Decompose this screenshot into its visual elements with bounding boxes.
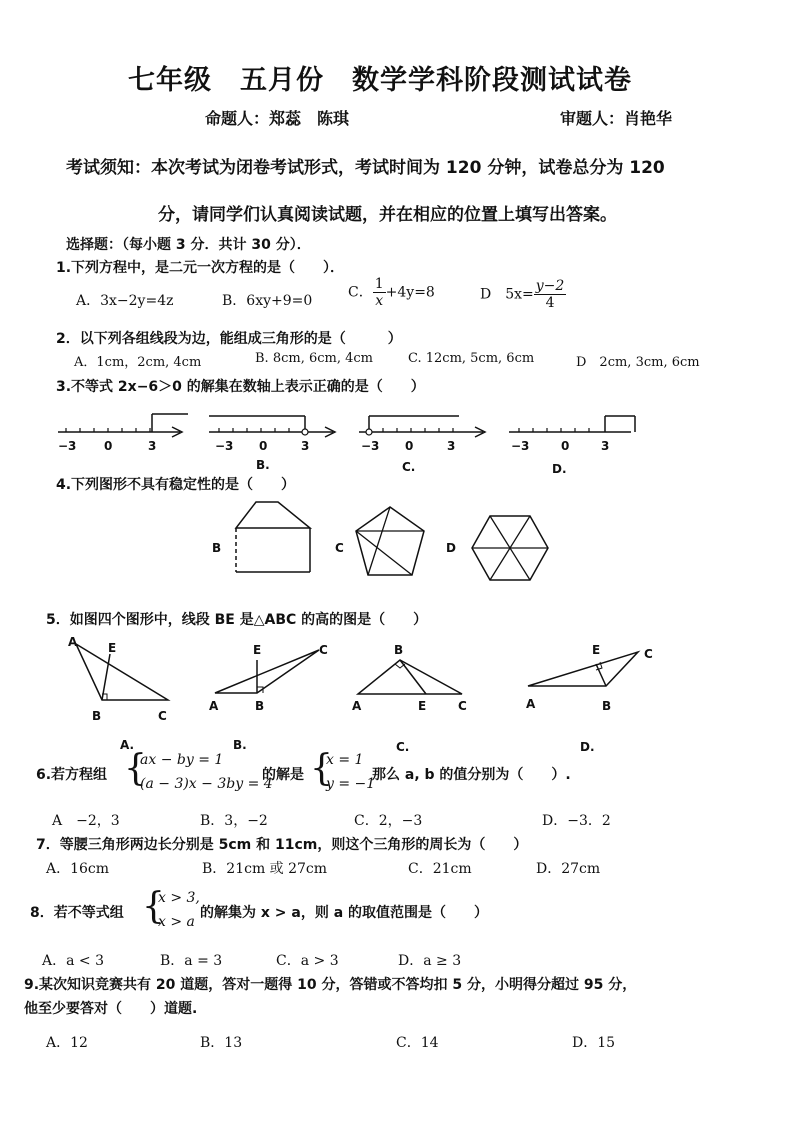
tick-label-0: 0 <box>405 439 414 453</box>
q4-option-c-label: C <box>335 541 344 555</box>
q6-equation-2: (a − 3)x − 3by = 4 <box>140 776 273 792</box>
point-c-label: C <box>458 699 467 713</box>
q2-option-b: B. 8cm, 6cm, 4cm <box>255 351 373 366</box>
point-e-label: E <box>592 643 601 657</box>
tick-label-0: 0 <box>259 439 268 453</box>
q9-option-d: D．15 <box>572 1035 616 1051</box>
q6-system-brace: { <box>124 748 147 789</box>
q1-option-b: B．6xy+9=0 <box>222 293 313 309</box>
q3-number-line-d <box>505 410 645 460</box>
page-title: 七年级 五月份 数学学科阶段测试试卷 <box>128 65 632 96</box>
point-c-label: C <box>644 647 653 661</box>
q1-option-c-denominator: x <box>375 293 384 309</box>
q4-stem: 4.下列图形不具有稳定性的是（ ） <box>56 477 296 493</box>
q4-figure-b-house <box>228 500 318 580</box>
q4-option-d-label: D <box>446 541 456 555</box>
point-a-label: A <box>526 697 536 711</box>
q9-stem-line2: 他至少要答对（ ）道题. <box>24 1001 198 1017</box>
q8-stem-suffix: 的解集为 x > a，则 a 的取值范围是（ ） <box>200 905 489 921</box>
q2-option-a: A．1cm，2cm, 4cm <box>74 355 202 370</box>
q8-stem-prefix: 8．若不等式组 <box>30 905 124 921</box>
q8-option-a: A．a < 3 <box>42 953 104 969</box>
q6-option-b: B．3，−2 <box>200 813 268 829</box>
q5-option-c-label: C. <box>396 740 410 754</box>
q6-equation-1: ax − by = 1 <box>140 752 224 768</box>
q3-option-b-label: B. <box>256 458 270 472</box>
q5-option-d-label: D. <box>580 740 595 754</box>
q7-option-d: D．27cm <box>536 861 601 877</box>
q1-option-d <box>480 278 566 311</box>
q1-option-c-rest: +4y=8 <box>385 284 435 301</box>
section-heading: 选择题：（每小题 3 分．共计 30 分）． <box>66 237 311 253</box>
q6-solution-x: x = 1 <box>326 752 364 768</box>
point-a-label: A <box>209 699 219 713</box>
q3-number-line-a <box>52 410 192 460</box>
q5-figure-d <box>520 638 660 718</box>
point-a-label: A <box>352 699 362 713</box>
author-label: 命题人：郑蕊 陈琪 <box>205 109 350 128</box>
point-c-label: C <box>319 643 328 657</box>
q3-stem: 3.不等式 2x−6＞0 的解集在数轴上表示正确的是（ ） <box>56 379 425 395</box>
q2-option-c: C. 12cm, 5cm, 6cm <box>408 351 535 366</box>
tick-label-3: 3 <box>447 439 456 453</box>
q6-stem-prefix: 6.若方程组 <box>36 767 108 783</box>
q8-inequality-1: x > 3, <box>158 890 200 906</box>
point-b-label: B <box>602 699 612 713</box>
q2-option-d: D 2cm, 3cm, 6cm <box>576 355 700 370</box>
q6-option-d: D．−3．2 <box>542 813 611 829</box>
exam-notice-line2: 分，请同学们认真阅读试题，并在相应的位置上填写出答案。 <box>158 205 617 225</box>
q7-option-c: C．21cm <box>408 861 472 877</box>
tick-label-neg3: −3 <box>361 439 380 453</box>
q7-option-b: B．21cm 或 27cm <box>202 861 328 877</box>
point-e-label: E <box>253 643 262 657</box>
q1-stem: 1.下列方程中，是二元一次方程的是（ ）． <box>56 260 345 276</box>
q1-option-a: A．3x−2y=4z <box>76 293 174 309</box>
point-a-label: A <box>68 635 78 649</box>
point-e-label: E <box>418 699 427 713</box>
q6-solution-y: y = −1 <box>326 776 376 792</box>
point-b-label: B <box>92 709 102 723</box>
q6-stem-suffix: 那么 a, b 的值分别为（ ）. <box>372 767 571 783</box>
q5-option-a-label: A. <box>120 738 135 752</box>
q1-option-d-denominator: 4 <box>545 295 555 311</box>
q8-system-brace: { <box>142 886 165 927</box>
tick-label-0: 0 <box>104 439 113 453</box>
exam-notice-line1: 考试须知：本次考试为闭卷考试形式，考试时间为 120 分钟，试卷总分为 120 <box>66 158 665 178</box>
q3-option-d-label: D. <box>552 462 567 476</box>
q6-option-a: A −2，3 <box>52 813 120 829</box>
q3-number-line-c <box>355 410 495 460</box>
q8-option-b: B．a = 3 <box>160 953 223 969</box>
q4-figure-c-pentagon <box>352 505 428 579</box>
tick-label-neg3: −3 <box>58 439 77 453</box>
tick-label-0: 0 <box>561 439 570 453</box>
point-b-label: B <box>255 699 265 713</box>
q6-solution-brace: { <box>310 748 333 789</box>
q5-figure-b <box>205 638 335 718</box>
q5-figure-a <box>66 636 176 726</box>
q1-option-d-fraction <box>534 278 567 311</box>
q8-option-c: C．a > 3 <box>276 953 339 969</box>
q9-option-a: A．12 <box>46 1035 88 1051</box>
q6-stem-mid: 的解是 <box>262 767 304 783</box>
tick-label-3: 3 <box>301 439 310 453</box>
q9-stem-line1: 9.某次知识竞赛共有 20 道题，答对一题得 10 分，答错或不答均扣 5 分，小明得分超过 95 分， <box>24 977 637 993</box>
q1-option-c-numerator: 1 <box>374 276 384 292</box>
q1-option-c-label: C． <box>348 284 373 301</box>
q1-option-d-label: D 5x= <box>480 286 534 303</box>
q5-option-b-label: B. <box>233 738 247 752</box>
point-e-label: E <box>108 641 117 655</box>
q9-option-b: B．13 <box>200 1035 243 1051</box>
q9-option-c: C．14 <box>396 1035 439 1051</box>
q4-figure-d-hexagon <box>470 514 550 582</box>
tick-label-neg3: −3 <box>215 439 234 453</box>
q6-option-c: C．2，−3 <box>354 813 423 829</box>
q4-option-b-label: B <box>212 541 222 555</box>
q5-figure-c <box>350 640 480 720</box>
q7-stem: 7．等腰三角形两边长分别是 5cm 和 11cm，则这个三角形的周长为（ ） <box>36 837 528 853</box>
q1-option-c <box>348 276 435 309</box>
tick-label-3: 3 <box>148 439 157 453</box>
tick-label-neg3: −3 <box>511 439 530 453</box>
q1-option-d-numerator: y−2 <box>535 278 565 294</box>
q3-option-c-label: C. <box>402 460 416 474</box>
reviewer-label: 审题人：肖艳华 <box>560 109 673 128</box>
q8-inequality-2: x > a <box>158 914 195 930</box>
q5-stem: 5．如图四个图形中，线段 BE 是△ABC 的高的图是（ ） <box>46 612 428 628</box>
tick-label-3: 3 <box>601 439 610 453</box>
point-b-label: B <box>394 643 404 657</box>
q2-stem: 2．以下列各组线段为边，能组成三角形的是（ ） <box>56 331 402 347</box>
point-c-label: C <box>158 709 167 723</box>
q3-number-line-b <box>205 410 345 460</box>
q8-option-d: D．a ≥ 3 <box>398 953 462 969</box>
q1-option-c-fraction <box>373 276 386 309</box>
q7-option-a: A．16cm <box>46 861 110 877</box>
